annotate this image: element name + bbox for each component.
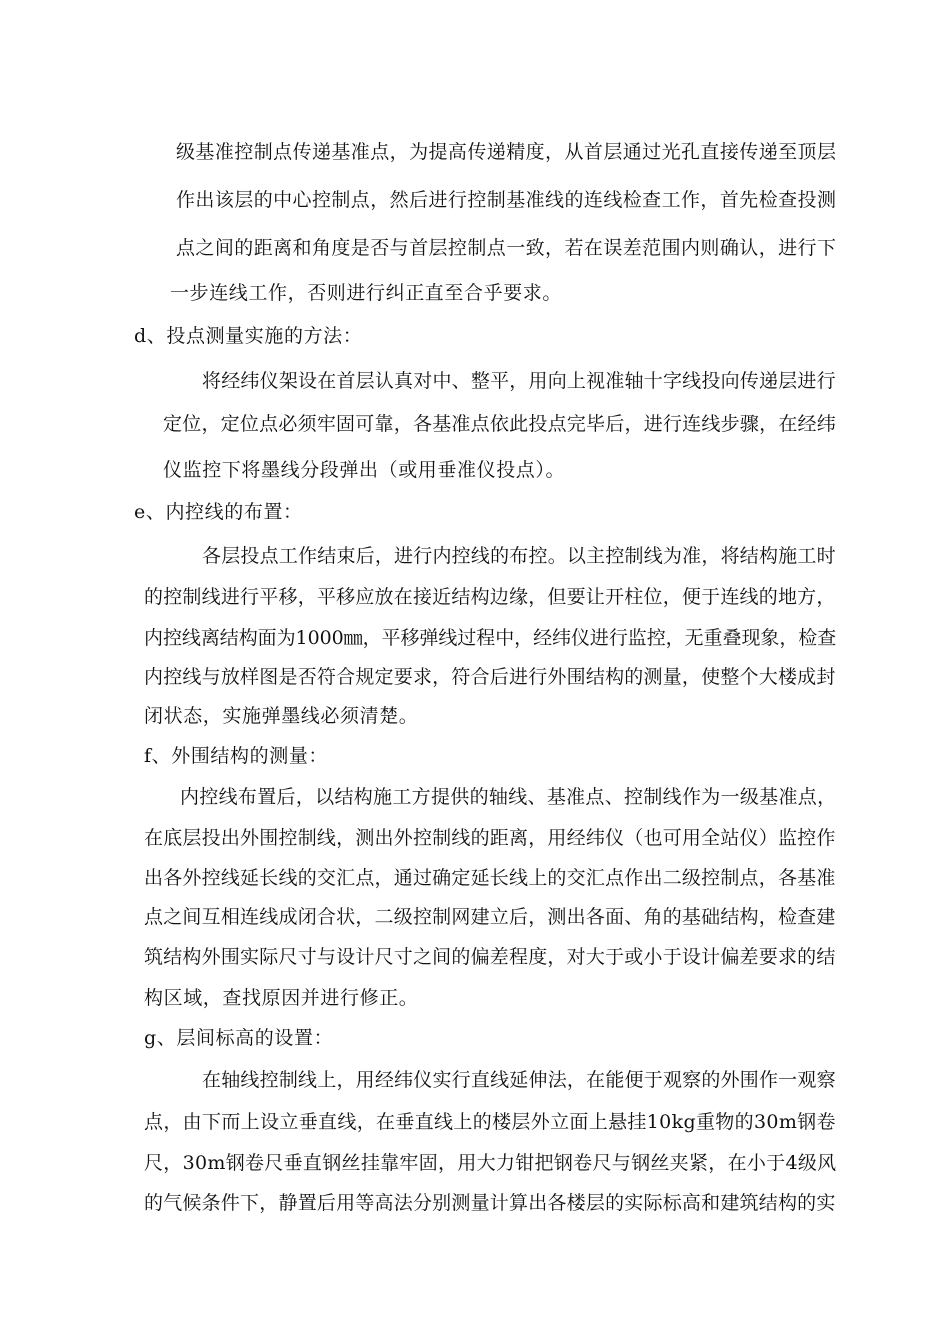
text-line-7: 定位，定位点必须牢固可靠，各基准点依此投点完毕后，进行连线步骤，在经纬 [163, 413, 837, 435]
text-line-14: 闭状态，实施弹墨线必须清楚。 [144, 705, 419, 727]
text-line-13: 内控线与放样图是否符合规定要求，符合后进行外围结构的测量，使整个大楼成封 [144, 666, 836, 688]
section-heading-g: g、层间标高的设置： [144, 1027, 334, 1049]
text-line-20: 筑结构外围实际尺寸与设计尺寸之间的偏差程度，对大于或小于设计偏差要求的结 [144, 946, 836, 968]
text-line-17: 在底层投出外围控制线，测出外控制线的距离，用经纬仪（也可用全站仪）监控作 [144, 827, 836, 849]
text-line-18: 出各外控线延长线的交汇点，通过确定延长线上的交汇点作出二级控制点，各基准 [144, 867, 836, 889]
text-line-16: 内控线布置后，以结构施工方提供的轴线、基准点、控制线作为一级基准点， [180, 786, 837, 808]
text-line-24: 点，由下而上设立垂直线，在垂直线上的楼层外立面上悬挂10kg重物的30m钢卷 [144, 1111, 836, 1133]
text-line-3: 点之间的距离和角度是否与首层控制点一致，若在误差范围内则确认，进行下 [176, 237, 837, 259]
text-line-19: 点之间互相连线成闭合状，二级控制网建立后，测出各面、角的基础结构，检查建 [144, 906, 836, 928]
text-line-2: 作出该层的中心控制点，然后进行控制基准线的连线检查工作，首先检查投测 [176, 189, 837, 211]
text-line-10: 各层投点工作结束后，进行内控线的布控。以主控制线为准，将结构施工时 [202, 545, 836, 567]
text-line-4: 一步连线工作，否则进行纠正直至合乎要求。 [170, 282, 563, 304]
text-line-21: 构区域，查找原因并进行修正。 [144, 987, 419, 1009]
text-line-25: 尺，30m钢卷尺垂直钢丝挂靠牢固，用大力钳把钢卷尺与钢丝夹紧，在小于4级风 [144, 1152, 837, 1174]
text-line-1: 级基准控制点传递基准点，为提高传递精度，从首层通过光孔直接传递至顶层 [176, 141, 837, 163]
section-heading-f: f、外围结构的测量： [144, 745, 329, 767]
section-heading-e: e、内控线的布置： [134, 501, 303, 523]
text-line-12: 内控线离结构面为1000㎜，平移弹线过程中，经纬仪进行监控，无重叠现象，检查 [144, 627, 837, 649]
text-line-23: 在轴线控制线上，用经纬仪实行直线延伸法，在能便于观察的外围作一观察 [202, 1069, 836, 1091]
text-line-8: 仪监控下将墨线分段弹出（或用垂准仪投点）。 [163, 459, 566, 481]
text-line-6: 将经纬仪架设在首层认真对中、整平，用向上视准轴十字线投向传递层进行 [202, 370, 836, 392]
section-heading-d: d、投点测量实施的方法： [134, 325, 363, 347]
text-line-26: 的气候条件下，静置后用等高法分别测量计算出各楼层的实际标高和建筑结构的实 [144, 1192, 836, 1214]
text-line-11: 的控制线进行平移，平移应放在接近结构边缘，但要让开柱位，便于连线的地方， [144, 586, 836, 608]
